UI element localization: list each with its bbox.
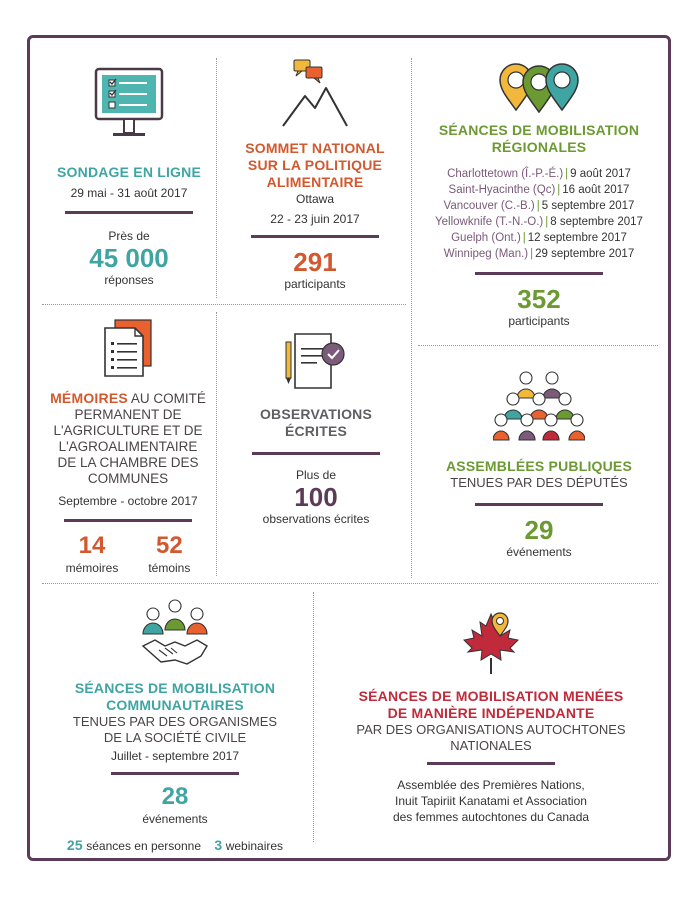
city-item: Charlottetown (Î.-P.-É.) | 9 août 2017 xyxy=(447,168,631,180)
sommet-number: 291 xyxy=(293,247,337,277)
memoires-dates: Septembre - octobre 2017 xyxy=(58,494,198,508)
sondage-prefix: Près de xyxy=(108,229,150,243)
city-item: Vancouver (C.-B.) | 5 septembre 2017 xyxy=(443,200,635,212)
communautaires-stat1-unit: séances en personne xyxy=(86,839,201,853)
autochtones-title-line2: DE MANIÈRE INDÉPENDANTE xyxy=(387,705,595,721)
document-check-icon xyxy=(283,328,349,392)
communautaires-stat2-unit: webinaires xyxy=(225,839,284,853)
divider xyxy=(411,58,412,578)
regionales-unit: participants xyxy=(508,314,570,328)
mountain-chat-icon xyxy=(278,58,352,132)
memoires-title-line3: L'AGRICULTURE ET DE xyxy=(53,423,203,438)
handshake-people-icon xyxy=(139,598,211,670)
communautaires-subtitle-line1: TENUES PAR DES ORGANISMES xyxy=(72,714,278,729)
communautaires-breakdown xyxy=(42,837,308,854)
autochtones-org-line3: des femmes autochtones du Canada xyxy=(392,810,590,824)
documents-icon xyxy=(101,318,155,378)
observations-number: 100 xyxy=(294,482,338,512)
assemblees-unit: événements xyxy=(506,545,572,559)
memoires-stat2-number: 52 xyxy=(155,532,183,559)
assemblees-number: 29 xyxy=(524,515,554,545)
observations-title-line1: OBSERVATIONS xyxy=(259,406,373,422)
divider xyxy=(216,58,217,298)
memoires-title-line2: PERMANENT DE xyxy=(74,407,182,422)
regionales-title-line2: RÉGIONALES xyxy=(491,139,587,155)
panel-observations xyxy=(228,328,404,527)
divider-bar xyxy=(251,235,379,238)
communautaires-title-line2: COMMUNAUTAIRES xyxy=(106,697,244,713)
sommet-unit: participants xyxy=(284,277,346,291)
memoires-stats xyxy=(44,532,212,576)
sondage-unit: réponses xyxy=(104,273,154,287)
communautaires-subtitle-line2: DE LA SOCIÉTÉ CIVILE xyxy=(103,730,247,745)
assemblees-title: ASSEMBLÉES PUBLIQUES xyxy=(445,458,633,474)
memoires-title-line4: L'AGROALIMENTAIRE xyxy=(58,439,198,454)
memoires-stat1-unit: mémoires xyxy=(65,561,119,575)
observations-title-line2: ÉCRITES xyxy=(284,423,348,439)
autochtones-org-line1: Assemblée des Premières Nations, xyxy=(397,778,585,792)
sommet-title-line1: SOMMET NATIONAL xyxy=(245,140,385,156)
memoires-stat2-unit: témoins xyxy=(148,561,191,575)
sondage-dates: 29 mai - 31 août 2017 xyxy=(70,186,188,200)
city-item: Saint-Hyacinthe (Qc) | 16 août 2017 xyxy=(448,184,630,196)
divider-bar xyxy=(64,519,192,522)
communautaires-stat2-number: 3 xyxy=(214,837,223,853)
regionales-title-line1: SÉANCES DE MOBILISATION xyxy=(438,122,640,138)
sondage-title: SONDAGE EN LIGNE xyxy=(57,164,201,180)
panel-communautaires xyxy=(42,598,308,854)
city-item: Guelph (Ont.) | 12 septembre 2017 xyxy=(451,232,627,244)
memoires-title-line6: COMMUNES xyxy=(87,471,169,486)
divider-bar xyxy=(111,772,239,775)
city-item: Winnipeg (Man.) | 29 septembre 2017 xyxy=(443,248,635,260)
autochtones-org-line2: Inuit Tapiriit Kanatami et Association xyxy=(395,794,587,808)
memoires-title-line5: DE LA CHAMBRE DES xyxy=(57,455,199,470)
communautaires-stat1-number: 25 xyxy=(66,837,83,853)
divider xyxy=(313,592,314,842)
regionales-number: 352 xyxy=(517,284,561,314)
city-item: Yellowknife (T.-N.-O.) | 8 septembre 2017 xyxy=(435,216,643,228)
memoires-title-line1: MÉMOIRES AU COMITÉ xyxy=(50,390,206,406)
communautaires-title-line1: SÉANCES DE MOBILISATION xyxy=(74,680,276,696)
sommet-title-line2: SUR LA POLITIQUE xyxy=(247,157,383,173)
divider-bar xyxy=(475,503,603,506)
observations-prefix: Plus de xyxy=(295,468,337,482)
divider-bar xyxy=(427,762,555,765)
panel-assemblees xyxy=(420,368,658,560)
sommet-title-line3: ALIMENTAIRE xyxy=(266,174,364,190)
panel-autochtones xyxy=(318,608,664,825)
computer-survey-icon xyxy=(93,66,165,144)
divider-bar xyxy=(252,452,380,455)
observations-unit: observations écrites xyxy=(262,512,370,526)
divider xyxy=(42,304,406,305)
maple-leaf-pin-icon xyxy=(456,608,526,680)
assemblees-subtitle: TENUES PAR DES DÉPUTÉS xyxy=(450,475,628,490)
memoires-stat1-number: 14 xyxy=(78,532,106,559)
communautaires-dates: Juillet - septembre 2017 xyxy=(110,749,240,763)
communautaires-number: 28 xyxy=(161,783,189,810)
city-list xyxy=(420,166,658,262)
panel-regionales xyxy=(420,58,658,329)
divider-bar xyxy=(475,272,603,275)
sommet-location: Ottawa xyxy=(295,192,334,206)
sondage-number: 45 000 xyxy=(89,243,169,273)
location-pins-icon xyxy=(494,58,584,116)
divider xyxy=(42,583,658,584)
autochtones-subtitle: PAR DES ORGANISATIONS AUTOCHTONES NATIONALES xyxy=(356,722,626,753)
panel-sondage xyxy=(48,66,210,288)
autochtones-title-line1: SÉANCES DE MOBILISATION MENÉES xyxy=(358,688,624,704)
crowd-icon xyxy=(493,368,585,444)
sommet-dates: 22 - 23 juin 2017 xyxy=(270,212,360,226)
panel-sommet xyxy=(226,58,404,292)
divider xyxy=(418,345,658,346)
panel-memoires xyxy=(44,318,212,576)
communautaires-unit: événements xyxy=(142,812,208,826)
divider-bar xyxy=(65,211,193,214)
divider xyxy=(216,312,217,576)
